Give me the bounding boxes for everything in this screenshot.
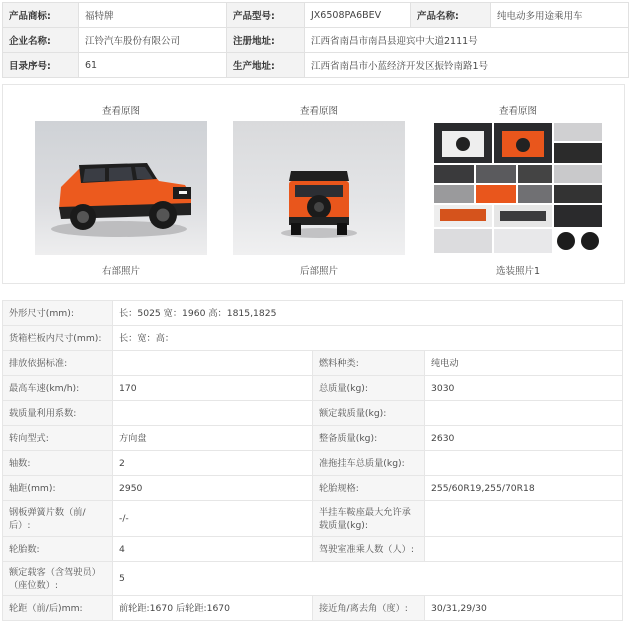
param-value bbox=[425, 401, 623, 426]
photo-card-rear bbox=[229, 85, 409, 283]
model-value: JX6508PA6BEV bbox=[305, 3, 411, 28]
brand-label: 产品商标: bbox=[3, 3, 79, 28]
info-row bbox=[3, 53, 629, 78]
param-value: 2630 bbox=[425, 426, 623, 451]
product-name-label: 产品名称: bbox=[411, 3, 491, 28]
prod-address-label: 生产地址: bbox=[227, 53, 305, 78]
param-value: 长：5025 宽：1960 高：1815,1825 bbox=[113, 301, 623, 326]
param-row bbox=[3, 562, 623, 596]
param-label: 轮距（前/后)mm: bbox=[3, 596, 113, 621]
param-value: 255/60R19,255/70R18 bbox=[425, 476, 623, 501]
param-label: 准拖挂车总质量(kg): bbox=[313, 451, 425, 476]
param-value: 3030 bbox=[425, 376, 623, 401]
param-label: 货箱栏板内尺寸(mm): bbox=[3, 326, 113, 351]
param-value bbox=[113, 401, 313, 426]
param-value bbox=[425, 537, 623, 562]
rear-photo[interactable] bbox=[233, 121, 405, 255]
reg-address-label: 注册地址: bbox=[227, 28, 305, 53]
param-value bbox=[425, 501, 623, 537]
param-value: 30/31,29/30 bbox=[425, 596, 623, 621]
param-value: 5 bbox=[113, 562, 623, 596]
param-label: 接近角/离去角（度）: bbox=[313, 596, 425, 621]
param-row bbox=[3, 351, 623, 376]
param-label: 燃料种类: bbox=[313, 351, 425, 376]
param-value: 长：宽：高： bbox=[113, 326, 623, 351]
right-side-photo[interactable] bbox=[35, 121, 207, 255]
param-value: 2 bbox=[113, 451, 313, 476]
param-row bbox=[3, 426, 623, 451]
param-label: 外形尺寸(mm): bbox=[3, 301, 113, 326]
photo-caption: 选装照片1 bbox=[495, 266, 541, 277]
param-value: 方向盘 bbox=[113, 426, 313, 451]
view-original-link[interactable]: 查看原图 bbox=[299, 106, 338, 117]
param-label: 额定载客（含驾驶员）（座位数）: bbox=[3, 562, 113, 596]
params-table bbox=[2, 300, 623, 621]
param-row bbox=[3, 596, 623, 621]
param-label: 半挂车鞍座最大允许承载质量(kg): bbox=[313, 501, 425, 537]
param-value: 170 bbox=[113, 376, 313, 401]
param-row bbox=[3, 401, 623, 426]
param-row bbox=[3, 376, 623, 401]
view-original-link[interactable]: 查看原图 bbox=[101, 106, 140, 117]
param-row bbox=[3, 451, 623, 476]
param-value bbox=[113, 351, 313, 376]
param-label: 排放依据标准: bbox=[3, 351, 113, 376]
photo-card-options bbox=[428, 85, 608, 283]
reg-address-value: 江西省南昌市南昌县迎宾中大道2111号 bbox=[305, 28, 629, 53]
view-original-link[interactable]: 查看原图 bbox=[498, 106, 537, 117]
param-label: 轮胎数: bbox=[3, 537, 113, 562]
param-label: 钢板弹簧片数（前/后）: bbox=[3, 501, 113, 537]
product-name-value: 纯电动多用途乘用车 bbox=[491, 3, 629, 28]
param-label: 额定载质量(kg): bbox=[313, 401, 425, 426]
param-value: 前轮距:1670 后轮距:1670 bbox=[113, 596, 313, 621]
param-label: 轴数: bbox=[3, 451, 113, 476]
param-label: 转向型式: bbox=[3, 426, 113, 451]
param-row bbox=[3, 301, 623, 326]
prod-address-value: 江西省南昌市小蓝经济开发区振铃南路1号 bbox=[305, 53, 629, 78]
param-value bbox=[425, 451, 623, 476]
photo-card-right bbox=[31, 85, 211, 283]
param-label: 总质量(kg): bbox=[313, 376, 425, 401]
product-info-table bbox=[2, 2, 629, 78]
param-row bbox=[3, 326, 623, 351]
suv-rear-image bbox=[233, 121, 405, 255]
param-value: 纯电动 bbox=[425, 351, 623, 376]
catalog-no-value: 61 bbox=[79, 53, 227, 78]
param-row bbox=[3, 501, 623, 537]
param-row bbox=[3, 537, 623, 562]
param-label: 驾驶室准乘人数（人）: bbox=[313, 537, 425, 562]
suv-side-image bbox=[35, 121, 207, 255]
param-label: 最高车速(km/h): bbox=[3, 376, 113, 401]
param-label: 整备质量(kg): bbox=[313, 426, 425, 451]
info-row bbox=[3, 3, 629, 28]
company-label: 企业名称: bbox=[3, 28, 79, 53]
options-photo[interactable] bbox=[432, 121, 604, 255]
photo-section bbox=[2, 84, 625, 284]
company-value: 江铃汽车股份有限公司 bbox=[79, 28, 227, 53]
param-value: 2950 bbox=[113, 476, 313, 501]
param-row bbox=[3, 476, 623, 501]
photo-caption: 后部照片 bbox=[299, 266, 338, 277]
catalog-no-label: 目录序号: bbox=[3, 53, 79, 78]
param-label: 轮胎规格: bbox=[313, 476, 425, 501]
param-value: -/- bbox=[113, 501, 313, 537]
info-row bbox=[3, 28, 629, 53]
param-label: 载质量利用系数: bbox=[3, 401, 113, 426]
options-collage-image bbox=[432, 121, 604, 255]
brand-value: 福特牌 bbox=[79, 3, 227, 28]
param-value: 4 bbox=[113, 537, 313, 562]
model-label: 产品型号: bbox=[227, 3, 305, 28]
param-label: 轴距(mm): bbox=[3, 476, 113, 501]
photo-caption: 右部照片 bbox=[101, 266, 140, 277]
